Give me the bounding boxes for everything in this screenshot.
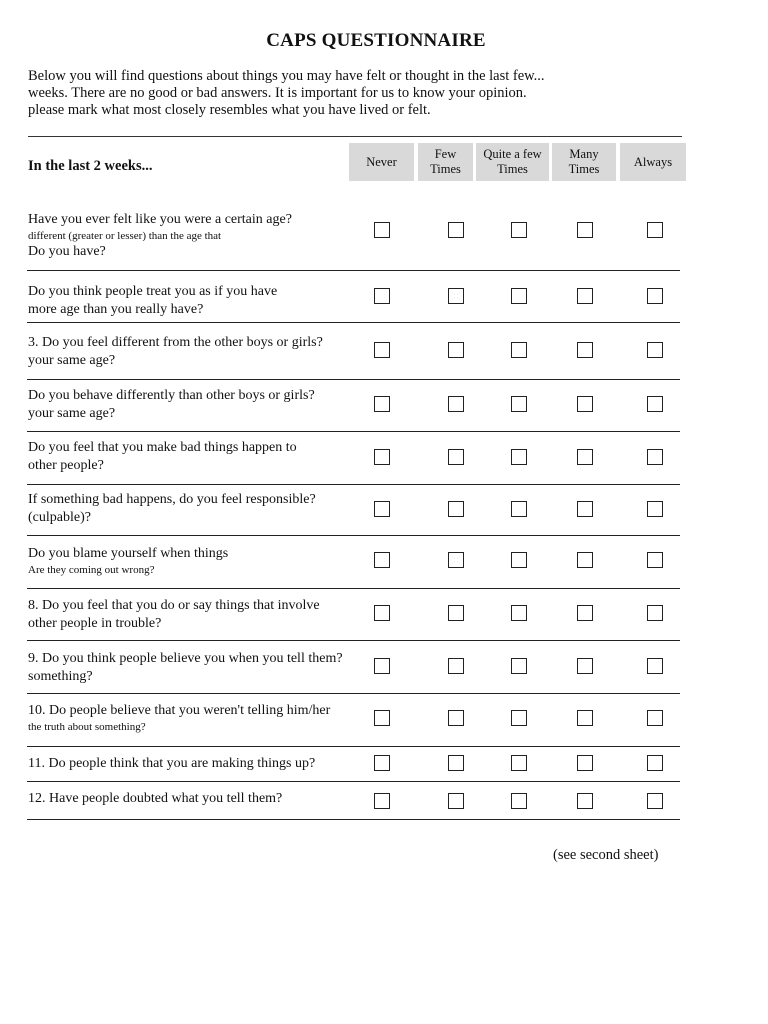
answer-checkbox[interactable] xyxy=(511,396,527,412)
question-text xyxy=(28,650,368,686)
answer-checkbox[interactable] xyxy=(511,449,527,465)
answer-checkbox[interactable] xyxy=(448,449,464,465)
question-line: something? xyxy=(28,669,93,684)
row-divider xyxy=(27,322,680,323)
column-header-many-times-line1: Many xyxy=(569,147,599,161)
column-header-many-times-line2: Times xyxy=(568,162,600,176)
answer-checkbox[interactable] xyxy=(577,552,593,568)
question-text xyxy=(28,334,368,370)
answer-checkbox[interactable] xyxy=(374,222,390,238)
row-divider xyxy=(27,693,680,694)
question-text xyxy=(28,790,368,808)
column-header-few-times xyxy=(418,143,473,181)
question-line: Do you think people treat you as if you have xyxy=(28,284,278,299)
question-text xyxy=(28,439,368,475)
row-divider xyxy=(27,819,680,820)
column-header-few-times-line2: Times xyxy=(430,162,461,176)
answer-checkbox[interactable] xyxy=(647,288,663,304)
answer-checkbox[interactable] xyxy=(374,755,390,771)
column-header-many-times xyxy=(552,143,616,181)
answer-checkbox[interactable] xyxy=(647,755,663,771)
answer-checkbox[interactable] xyxy=(511,342,527,358)
instructions-line-3: please mark what most closely resembles what you have lived or felt. xyxy=(28,102,431,118)
answer-checkbox[interactable] xyxy=(374,552,390,568)
answer-checkbox[interactable] xyxy=(647,501,663,517)
answer-checkbox[interactable] xyxy=(647,658,663,674)
question-line: 9. Do you think people believe you when you tell them? xyxy=(28,651,343,666)
answer-checkbox[interactable] xyxy=(448,342,464,358)
answer-checkbox[interactable] xyxy=(448,396,464,412)
question-line: Do you feel that you make bad things happen to xyxy=(28,440,297,455)
question-line: (culpable)? xyxy=(28,510,91,525)
answer-checkbox[interactable] xyxy=(374,710,390,726)
answer-checkbox[interactable] xyxy=(511,793,527,809)
header-divider xyxy=(28,136,682,137)
answer-checkbox[interactable] xyxy=(511,658,527,674)
answer-checkbox[interactable] xyxy=(577,605,593,621)
question-line: Have you ever felt like you were a certain age? xyxy=(28,212,292,227)
question-line: different (greater or lesser) than the age that xyxy=(28,230,222,242)
column-header-quite-a-few-times xyxy=(476,143,549,181)
answer-checkbox[interactable] xyxy=(647,396,663,412)
answer-checkbox[interactable] xyxy=(448,755,464,771)
answer-checkbox[interactable] xyxy=(647,342,663,358)
answer-checkbox[interactable] xyxy=(577,658,593,674)
row-divider xyxy=(27,781,680,782)
answer-checkbox[interactable] xyxy=(647,605,663,621)
column-header-always-line1: Always xyxy=(633,154,673,169)
answer-checkbox[interactable] xyxy=(577,501,593,517)
question-text xyxy=(28,211,368,261)
question-text xyxy=(28,545,368,577)
question-line: 3. Do you feel different from the other boys or girls? xyxy=(28,335,323,350)
answer-checkbox[interactable] xyxy=(511,552,527,568)
answer-checkbox[interactable] xyxy=(577,755,593,771)
row-divider xyxy=(27,379,680,380)
question-line: Do you have? xyxy=(28,244,106,259)
column-header-quite-a-few-times-line1: Quite a few xyxy=(483,147,542,161)
answer-checkbox[interactable] xyxy=(577,222,593,238)
row-divider xyxy=(27,431,680,432)
answer-checkbox[interactable] xyxy=(511,222,527,238)
answer-checkbox[interactable] xyxy=(511,710,527,726)
row-divider xyxy=(27,588,680,589)
answer-checkbox[interactable] xyxy=(647,793,663,809)
answer-checkbox[interactable] xyxy=(448,222,464,238)
answer-checkbox[interactable] xyxy=(374,396,390,412)
question-text xyxy=(28,491,368,527)
answer-checkbox[interactable] xyxy=(577,396,593,412)
answer-checkbox[interactable] xyxy=(511,288,527,304)
question-line: If something bad happens, do you feel responsible? xyxy=(28,492,316,507)
question-line: Do you behave differently than other boys or girls? xyxy=(28,388,315,403)
answer-checkbox[interactable] xyxy=(374,501,390,517)
question-line: Do you blame yourself when things xyxy=(28,546,229,561)
row-divider xyxy=(27,270,680,271)
row-divider xyxy=(27,746,680,747)
question-text xyxy=(28,755,368,773)
answer-checkbox[interactable] xyxy=(374,449,390,465)
column-header-few-times-line1: Few xyxy=(434,147,457,161)
answer-checkbox[interactable] xyxy=(448,501,464,517)
instructions-line-2: weeks. There are no good or bad answers. It is important for us to know your opinion. xyxy=(28,85,527,101)
column-header-quite-a-few-times-line2: Times xyxy=(497,162,528,176)
period-label: In the last 2 weeks... xyxy=(28,158,153,174)
question-line: 10. Do people believe that you weren't telling him/her xyxy=(28,703,331,718)
answer-checkbox[interactable] xyxy=(577,793,593,809)
question-text xyxy=(28,283,368,319)
question-text xyxy=(28,702,368,734)
answer-checkbox[interactable] xyxy=(577,710,593,726)
instructions-line-1: Below you will find questions about things you may have felt or thought in the last few... xyxy=(28,68,545,84)
answer-checkbox[interactable] xyxy=(448,605,464,621)
answer-checkbox[interactable] xyxy=(511,501,527,517)
answer-checkbox[interactable] xyxy=(374,658,390,674)
answer-checkbox[interactable] xyxy=(374,793,390,809)
answer-checkbox[interactable] xyxy=(647,449,663,465)
question-line: the truth about something? xyxy=(28,721,146,733)
question-line: your same age? xyxy=(28,406,116,421)
answer-checkbox[interactable] xyxy=(577,342,593,358)
answer-checkbox[interactable] xyxy=(647,552,663,568)
question-line: your same age? xyxy=(28,353,116,368)
answer-checkbox[interactable] xyxy=(374,342,390,358)
answer-checkbox[interactable] xyxy=(577,288,593,304)
answer-checkbox[interactable] xyxy=(374,288,390,304)
answer-checkbox[interactable] xyxy=(647,710,663,726)
row-divider xyxy=(27,484,680,485)
answer-checkbox[interactable] xyxy=(448,710,464,726)
answer-checkbox[interactable] xyxy=(448,793,464,809)
answer-checkbox[interactable] xyxy=(577,449,593,465)
column-header-never-line1: Never xyxy=(366,154,397,169)
answer-checkbox[interactable] xyxy=(448,552,464,568)
question-line: more age than you really have? xyxy=(28,302,204,317)
question-line: 11. Do people think that you are making things up? xyxy=(28,756,316,771)
answer-checkbox[interactable] xyxy=(647,222,663,238)
question-line: 12. Have people doubted what you tell them? xyxy=(28,791,283,806)
answer-checkbox[interactable] xyxy=(448,288,464,304)
column-header-never xyxy=(349,143,414,181)
question-line: other people in trouble? xyxy=(28,616,162,631)
question-line: other people? xyxy=(28,458,104,473)
row-divider xyxy=(27,535,680,536)
answer-checkbox[interactable] xyxy=(511,605,527,621)
question-line: Are they coming out wrong? xyxy=(28,564,155,576)
continuation-note: (see second sheet) xyxy=(553,847,659,863)
column-header-always xyxy=(620,143,686,181)
instructions xyxy=(28,68,588,119)
answer-checkbox[interactable] xyxy=(511,755,527,771)
answer-checkbox[interactable] xyxy=(374,605,390,621)
question-line: 8. Do you feel that you do or say things that involve xyxy=(28,598,320,613)
page-title: CAPS QUESTIONNAIRE xyxy=(266,30,486,51)
answer-checkbox[interactable] xyxy=(448,658,464,674)
question-text xyxy=(28,387,368,423)
question-text xyxy=(28,597,368,633)
row-divider xyxy=(27,640,680,641)
